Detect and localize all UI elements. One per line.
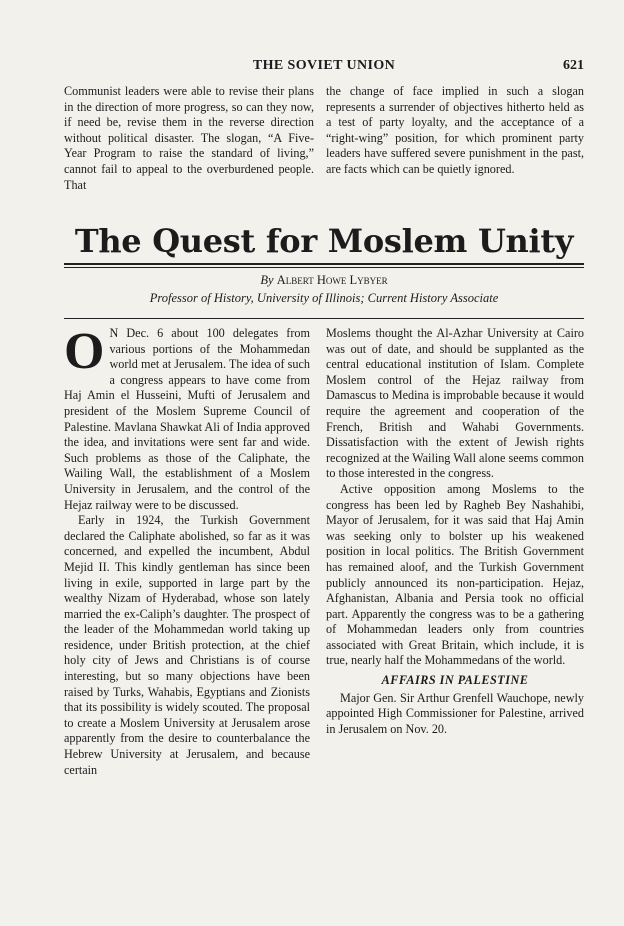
paragraph-text: N Dec. 6 about 100 delegates from various portions of the Mohammedan world met at Jerusalem. The idea of such a congress appears to have come from Haj Amin el Husseini, Mufti of Jerusalem and president of the Moslem Supreme Council of Palestine. Mavlana Shawkat Ali of India approved the idea, and invitations were sent far and wide. Such problems as those of the Caliphate, the Wailing Wall, the establishment of a Moslem University in Jerusalem, and the control of the Hejaz railway were to be discussed. — [64, 326, 310, 512]
section-heading: AFFAIRS IN PALESTINE — [381, 673, 529, 688]
author-affiliation: Professor of History, University of Illinois; Current History Associate — [149, 291, 499, 305]
article-paragraph: Moslems thought the Al-Azhar University at Cairo was out of date, and should be supplanted as the central educational institution of Islam. Complete Moslem control of the Hejaz railway from Damascus to Medina is improbable because it would require the agreement and cooperation of the French, British and Wahabi Governments. Dissatisfaction with the extent of Jewish rights recognized at the Wailing Wall alone seems common to those interested in the congress. — [326, 326, 584, 481]
byline-prefix: By — [260, 273, 274, 287]
author-name: Albert Howe Lybyer — [276, 273, 388, 287]
article-column-right — [326, 326, 584, 737]
article-paragraph — [64, 323, 310, 513]
title-rule-thin — [64, 267, 584, 268]
article-paragraph: Early in 1924, the Turkish Government declared the Caliphate abolished, so far as it was concerned, and expelled the incumbent, Abdul Mejid II. This kindly gentleman has since been living in exile, supported in large part by the wealthy Nizam of Hyderabad, whose son lately married the ex-Caliph’s daughter. The prospect of the leader of the Mohammedan world taking up residence, under British protection, at the chief holy city of Jews and Christians is of course interesting, but so many objections have been raised by Turks, Wahabis, Egyptians and Zionists that its possibility is widely scouted. The proposal to create a Moslem University at Jerusalem arose apparently from the desire to counterbalance the Hebrew University at Jerusalem, and because certain — [64, 513, 310, 777]
running-head — [64, 58, 584, 78]
article-paragraph: Active opposition among Moslems to the congress has been led by Ragheb Bey Nashahibi, Mayor of Jerusalem, for it was said that Haj Amin was seeking only to bolster up his weakened position in local politics. The British Government has remained aloof, and the Turkish Government publicly announced its non-participation. Hejaz, Afghanistan, Albania and Persia took no official part. Apparently the congress was to be a gathering of Mohammedan leaders only from countries associated with Great Britain, which include, it is true, nearly half the Mohammedans of the world. — [326, 481, 584, 668]
article-title: The Quest for Moslem Unity — [74, 222, 574, 260]
continuation-column-right — [326, 84, 584, 178]
continuation-paragraph: the change of face implied in such a slogan represents a surrender of objectives hitherto held as a test of party loyalty, and the acceptance of a “right-wing” position, for which prominent party leaders have suffered severe punishment in the past, are facts which can be quietly ignored. — [326, 84, 584, 176]
article-column-left — [64, 323, 310, 778]
continuation-paragraph: Communist leaders were able to revise their plans in the direction of more progress, so can they now, if need be, revise them in the reverse direction without political disaster. The slogan, “A Five-Year Program to raise the standard of living,” cannot fail to appeal to the overburdened people. That — [64, 84, 314, 192]
running-title: THE SOVIET UNION — [252, 58, 396, 73]
drop-cap: O — [64, 323, 105, 380]
byline — [64, 273, 584, 288]
page-number: 621 — [563, 58, 584, 73]
byline-rule — [64, 318, 584, 319]
article-paragraph: Major Gen. Sir Arthur Grenfell Wauchope, newly appointed High Commissioner for Palestine, arrived in Jerusalem on Nov. 20. — [326, 690, 584, 736]
continuation-column-left — [64, 84, 314, 193]
title-rule — [64, 263, 584, 265]
